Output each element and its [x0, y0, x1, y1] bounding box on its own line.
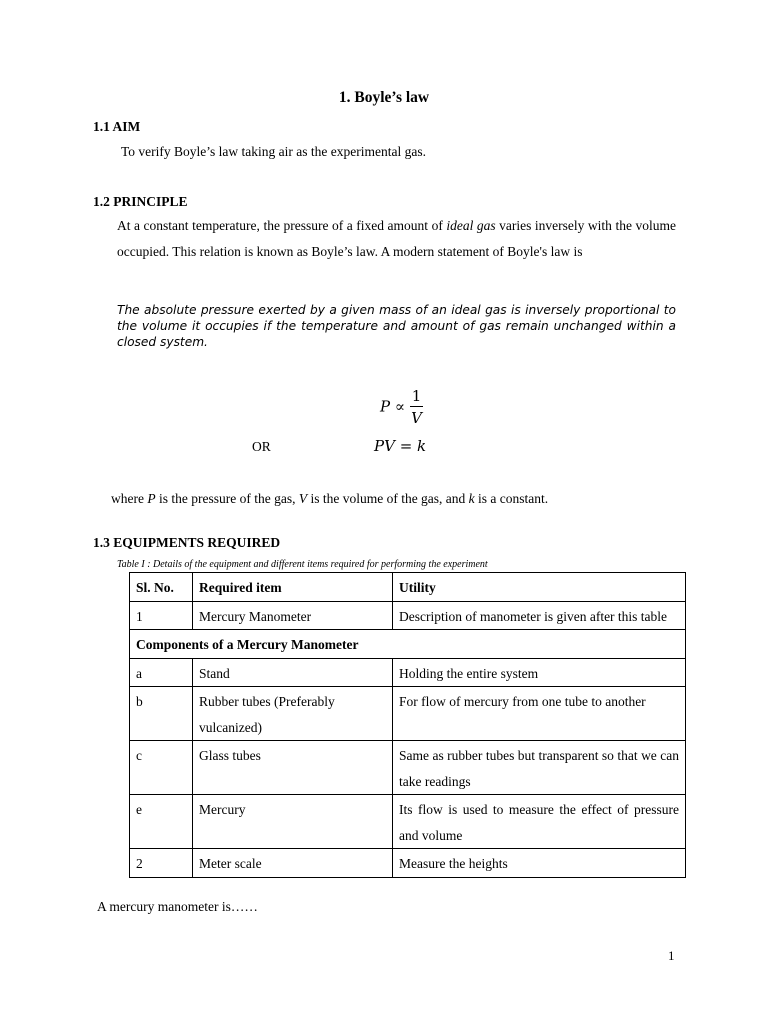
where-text-2: is the pressure of the gas,	[155, 491, 299, 506]
table-cell: b	[130, 687, 193, 741]
components-row	[130, 630, 686, 659]
components-label: Components of a Mercury Manometer	[130, 630, 686, 659]
where-text-1: where	[111, 491, 148, 506]
var-k: k	[468, 491, 475, 506]
page-title: 1. Boyle’s law	[338, 89, 430, 106]
table-cell: Same as rubber tubes but transparent so that we can take readings	[393, 741, 686, 795]
table-cell: Mercury	[193, 795, 393, 849]
aim-heading: 1.1 AIM	[93, 119, 141, 134]
table-row	[130, 849, 686, 878]
table-cell: a	[130, 658, 193, 687]
eq1-lhs: P ∝	[380, 397, 406, 416]
principle-heading: 1.2 PRINCIPLE	[93, 194, 188, 209]
or-label: OR	[252, 439, 271, 454]
page-number: 1	[668, 948, 675, 963]
where-text-4: is a constant.	[474, 491, 549, 506]
boyle-law-statement: The absolute pressure exerted by a given mass of an ideal gas is inversely proportional to the volume it occupies if the temperature and amount of gas remain unchanged within a closed system.	[117, 303, 676, 349]
table-cell: For flow of mercury from one tube to another	[393, 687, 686, 741]
equation-constant: PV = k	[374, 437, 427, 455]
table-caption: Table I : Details of the equipment and different items required for performing the experiment	[117, 559, 488, 570]
table-cell: 1	[130, 601, 193, 630]
table-cell: Description of manometer is given after this table	[393, 601, 686, 630]
table-cell: Rubber tubes (Preferably vulcanized)	[193, 687, 393, 741]
equipment-table	[129, 572, 686, 878]
header-cell: Sl. No.	[130, 573, 193, 602]
eq1-fraction	[410, 386, 424, 429]
var-v: V	[298, 491, 308, 506]
table-cell: Meter scale	[193, 849, 393, 878]
table-cell: e	[130, 795, 193, 849]
table-cell: Holding the entire system	[393, 658, 686, 687]
table-cell: Glass tubes	[193, 741, 393, 795]
table-row	[130, 658, 686, 687]
principle-text-italic: ideal gas	[446, 218, 496, 233]
principle-text-end: varies inversely with the volume occupied. This relation is known as Boyle’s law. A modern statement of Boyle's law is	[117, 218, 676, 259]
where-text-3: is the volume of the gas, and	[307, 491, 469, 506]
header-cell: Required item	[193, 573, 393, 602]
table-row	[130, 741, 686, 795]
var-p: P	[147, 491, 156, 506]
table-cell: c	[130, 741, 193, 795]
table-cell: Mercury Manometer	[193, 601, 393, 630]
table-row	[130, 687, 686, 741]
table-header-row	[130, 573, 686, 602]
table-cell: Its flow is used to measure the effect of pressure and volume	[393, 795, 686, 849]
table-cell: Measure the heights	[393, 849, 686, 878]
table-row	[130, 795, 686, 849]
equipment-heading: 1.3 EQUIPMENTS REQUIRED	[93, 535, 281, 550]
variable-definitions	[111, 491, 548, 507]
table-row	[130, 601, 686, 630]
table-cell: 2	[130, 849, 193, 878]
principle-paragraph	[117, 213, 676, 264]
table-cell: Stand	[193, 658, 393, 687]
eq1-denominator: V	[411, 409, 422, 427]
header-cell: Utility	[393, 573, 686, 602]
closing-text: A mercury manometer is……	[97, 899, 258, 914]
principle-text-start: At a constant temperature, the pressure of a fixed amount of	[117, 218, 447, 233]
equation-proportional	[380, 386, 423, 429]
aim-text: To verify Boyle’s law taking air as the experimental gas.	[121, 144, 426, 159]
eq1-numerator: 1	[411, 387, 422, 405]
